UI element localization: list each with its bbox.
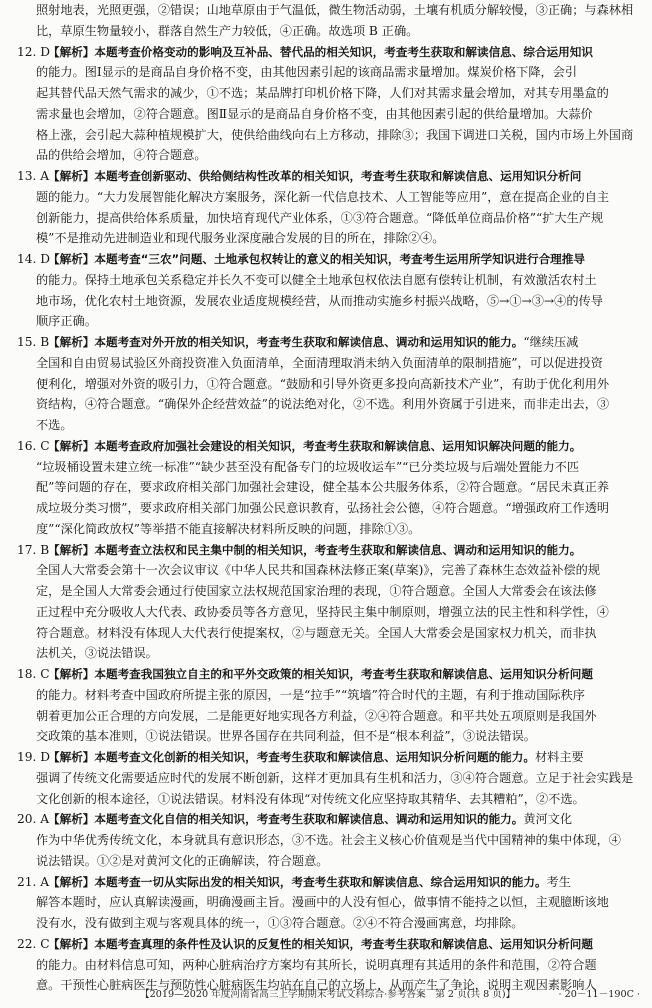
body-text: 定，是全国人大常委会通过行使国家立法权规范国家治理的表现，①符合题意。全国人大常委会在该法修 <box>36 584 597 598</box>
body-text: 正过程中充分吸收人大代表、政协委员等各方意见，坚持民主集中制原则，增强立法的民主性和科学性，④ <box>36 604 609 619</box>
body-text: 照射地表，光照更强，②错误；山地草原由于气温低，微生物活动弱，土壤有机质分解较慢，③正确；与森林相 <box>36 3 634 17</box>
body-text: 朝着更加公正合理的方向发展，二是能更好地实现各方利益，②④符合题意。和平共处五项原则是我国外 <box>36 708 597 723</box>
text-line <box>36 65 577 79</box>
text-line <box>36 895 609 909</box>
question-first-line <box>17 750 584 764</box>
text-line <box>36 460 579 474</box>
body-text: 顺序正确。 <box>36 314 97 329</box>
body-text: 成垃圾分类习惯”，要求政府相关部门加强公民意识教育，弘扬社会公德，④符合题意。“增强政府工作透明 <box>36 501 610 515</box>
body-text: “继续压减 <box>523 335 579 349</box>
question-first-line <box>17 937 593 951</box>
text-line <box>36 356 603 370</box>
body-text: 模”不是推动先进制造业和现代服务业深度融合发展的目的所在，排除②④。 <box>36 231 445 246</box>
body-text: 黄河文化 <box>523 812 573 827</box>
text-line <box>36 397 609 411</box>
text-line <box>36 128 633 142</box>
body-text: 考生 <box>546 874 571 889</box>
analysis-heading: 【解析】本题考查“三农”问题、土地承包权转让的意义的相关知识，考查考生运用所学知识进行合理推导 <box>48 252 585 266</box>
body-text: 不选。 <box>36 418 73 432</box>
text-line <box>36 86 609 100</box>
body-text: 资结构，④符合题意。“确保外企经营效益”的说法绝对化，②不选。利用外资属于引进来，而非走出去，③ <box>36 397 610 412</box>
text-line <box>36 688 585 702</box>
body-text: 作为中华优秀传统文化，本身就具有意识形态，③不选。社会主义核心价值观是当代中国精神的集中体现，④ <box>36 833 621 847</box>
body-text: 配”等问题的存在，要求政府相关部门加强社会建设，健全基本公共服务体系，②符合题意。“居民未真正养 <box>36 480 610 495</box>
question-first-line <box>17 169 581 183</box>
body-text: 说法错误。①②是对黄河文化的正确解读，符合题意。 <box>36 853 329 868</box>
text-line <box>36 148 207 162</box>
body-text: “垃圾桶设置未建立统一标准”“缺少甚至没有配备专门的垃圾收运车”“已分类垃圾与后端处置能力不匹 <box>36 459 580 474</box>
body-text: 题的能力。“大力发展智能化解决方案服务，深化新一代信息技术、人工智能等应用”，意在提高企业的自主 <box>36 189 610 204</box>
question-number: 18. C <box>17 667 50 681</box>
text-line <box>36 584 597 598</box>
text-line <box>36 3 633 17</box>
text-line <box>36 107 593 121</box>
text-line <box>36 916 524 930</box>
analysis-heading: 【解析】本题考查创新驱动、供给侧结构性改革的相关知识，考查考生获取和解读信息、运用知识分析问 <box>48 169 582 183</box>
question-first-line <box>17 543 581 557</box>
body-text: 创新能力，提高供给体系质量，加快培育现代产业体系，①③符合题意。“降低单位商品价格”“扩大生产规 <box>36 210 604 225</box>
text-line <box>36 709 597 723</box>
page-footer: 【2019—2020 年度河南省高三上学期期末考试文科综合·参考答案 第 2 页(共 8 页)】 · 20－11－190C · <box>140 989 641 1000</box>
text-line <box>36 522 420 536</box>
text-line <box>36 792 585 806</box>
text-line <box>36 958 597 972</box>
body-text: 全国人大常委会第十一次会议审议《中华人民共和国森林法修正案(草案)》，完善了森林生态效益补偿的规 <box>36 563 601 578</box>
question-number: 19. D <box>17 750 51 764</box>
body-text: 材料主要 <box>534 750 584 764</box>
body-text: 格上涨，会引起大蒜种植规模扩大，使供给曲线向右上方移动，排除③；我国下调进口关税，国内市场上外国商 <box>36 127 634 142</box>
body-text: 文化创新的根本途径，①说法错误。材料没有体现“对传统文化应坚持取其精华、去其糟粕”，②不选。 <box>36 791 585 806</box>
text-line <box>36 377 609 391</box>
text-line <box>36 480 609 494</box>
text-line <box>36 190 609 204</box>
question-first-line <box>17 252 585 266</box>
analysis-heading: 【解析】本题考查一切从实际出发的相关知识，考查考生获取和解读信息、综合运用知识的能力。 <box>48 874 547 889</box>
question-number: 15. B <box>17 335 50 349</box>
question-first-line <box>17 439 581 453</box>
question-first-line <box>17 335 578 349</box>
body-text: 的能力。保持土地承包关系稳定并长久不变可以健全土地承包权依法自愿有偿转让机制，有效激活农村土 <box>36 272 597 287</box>
analysis-heading: 【解析】本题考查我国独立自主的和平外交政策的相关知识，考查考生获取和解读信息、运用知识分析问题 <box>48 667 593 681</box>
text-line <box>36 418 73 432</box>
body-text: 没有水，没有做到主观与客观具体的统一，①③符合题意。②④不符合漫画寓意，均排除。 <box>36 916 524 930</box>
analysis-heading: 【解析】本题考查立法权和民主集中制的相关知识，考查考生获取和解读信息、调动和运用知识的能力。 <box>48 542 582 557</box>
analysis-heading: 【解析】本题考查文化创新的相关知识，考查考生获取和解读信息、运用知识分析问题的能力。 <box>48 750 535 764</box>
question-first-line <box>17 45 593 59</box>
analysis-heading: 【解析】本题考查对外开放的相关知识，考查考生获取和解读信息、调动和运用知识的能力。 <box>48 335 524 349</box>
text-line <box>36 854 329 868</box>
text-line <box>36 231 444 245</box>
question-number: 21. A <box>17 874 50 889</box>
body-text: 比，草原生物量较小，群落自然生产力较低，④正确。故选项 B 正确。 <box>36 23 419 38</box>
text-line <box>36 501 609 515</box>
text-line <box>36 314 97 328</box>
body-text: 的能力。图Ⅰ显示的是商品自身价格不变，由其他因素引起的该商品需求量增加。煤炭价格下降，会引 <box>36 65 578 80</box>
question-number: 17. B <box>17 542 50 557</box>
question-first-line <box>17 875 571 889</box>
body-text: 的能力。材料考查中国政府所提主张的原因，一是“拉手”“筑墙”符合时代的主题，有利于推动国际秩序 <box>36 687 585 702</box>
text-line <box>36 563 600 577</box>
analysis-heading: 【解析】本题考查政府加强社会建设的相关知识，考查考生获取和解读信息、运用知识解决问题的能力。 <box>48 438 582 453</box>
text-line <box>36 211 603 225</box>
text-line <box>36 24 418 38</box>
text-line <box>36 294 603 308</box>
text-line <box>36 273 597 287</box>
body-text: 强调了传统文化需要适应时代的发展不断创新，这样才更加具有生机和活力，③④符合题意。立足于社会实践是 <box>36 770 634 785</box>
body-text: 解答本题时，应认真解读漫画，明确漫画主旨。漫画中的人没有恒心，做事情不能持之以恒，主观臆断该地 <box>36 895 609 910</box>
body-text: 需求量也会增加，②符合题意。图Ⅱ显示的是商品自身价格不变，由其他因素引起的供给量增加。大蒜价 <box>36 106 593 121</box>
body-text: 法机关，③说法错误。 <box>36 646 158 661</box>
text-line <box>36 729 536 743</box>
body-text: 意。干预性心脏病医生与预防性心脏病医生均站在自己的立场上，从而产生了争论，说明主观因素影响人 <box>36 978 597 993</box>
text-line <box>36 605 609 619</box>
body-text: 起其替代品天然气需求的减少，①不选；某品牌打印机价格下降，人们对其需求量会增加，对其专用墨盒的 <box>36 86 609 100</box>
analysis-heading: 【解析】本题考查价格变动的影响及互补品、替代品的相关知识，考查考生获取和解读信息、综合运用知识 <box>48 44 593 59</box>
question-number: 20. A <box>17 812 50 827</box>
question-first-line <box>17 812 572 826</box>
body-text: 符合题意。材料没有体现人大代表行使提案权，②与题意无关。全国人大常委会是国家权力机关，而非执 <box>36 625 597 640</box>
body-text: 便利化，增强对外资的吸引力，①符合题意。“鼓励和引导外资更多投向高新技术产业”，有助于优化利用外 <box>36 376 610 391</box>
body-text: 地市场，优化农村土地资源，发展农业适度规模经营，从而推动实施乡村振兴战略，⑤→①→③→④的传导 <box>36 293 603 308</box>
body-text: 交政策的基本准则，①说法错误。世界各国存在共同利益，但不是“根本利益”，③说法错误。 <box>36 729 536 744</box>
analysis-heading: 【解析】本题考查文化自信的相关知识，考查考生获取和解读信息、调动和运用知识的能力。 <box>48 812 524 827</box>
question-number: 16. C <box>17 438 50 453</box>
question-number: 22. C <box>17 936 50 951</box>
question-number: 12. D <box>17 44 51 59</box>
question-number: 13. A <box>17 169 50 183</box>
question-number: 14. D <box>17 252 51 266</box>
body-text: 全国和自由贸易试验区外商投资准入负面清单，全面清理取消未纳入负面清单的限制措施”，可以促进投资 <box>36 355 603 370</box>
body-text: 度”“深化简政放权”等举措不能直接解决材料所反映的问题，排除①③。 <box>36 521 421 536</box>
question-first-line <box>17 667 593 681</box>
analysis-heading: 【解析】本题考查真理的条件性及认识的反复性的相关知识，考查考生获取和解读信息、运用知识分析问题 <box>48 936 593 951</box>
text-line <box>36 626 597 640</box>
text-line <box>36 646 158 660</box>
body-text: 品的供给会增加，④符合题意。 <box>36 148 207 163</box>
text-line <box>36 833 621 847</box>
body-text: 的能力。由材料信息可知，两种心脏病治疗方案均有其所长，说明真理有其适用的条件和范围，②符合题 <box>36 957 597 972</box>
text-line <box>36 771 633 785</box>
